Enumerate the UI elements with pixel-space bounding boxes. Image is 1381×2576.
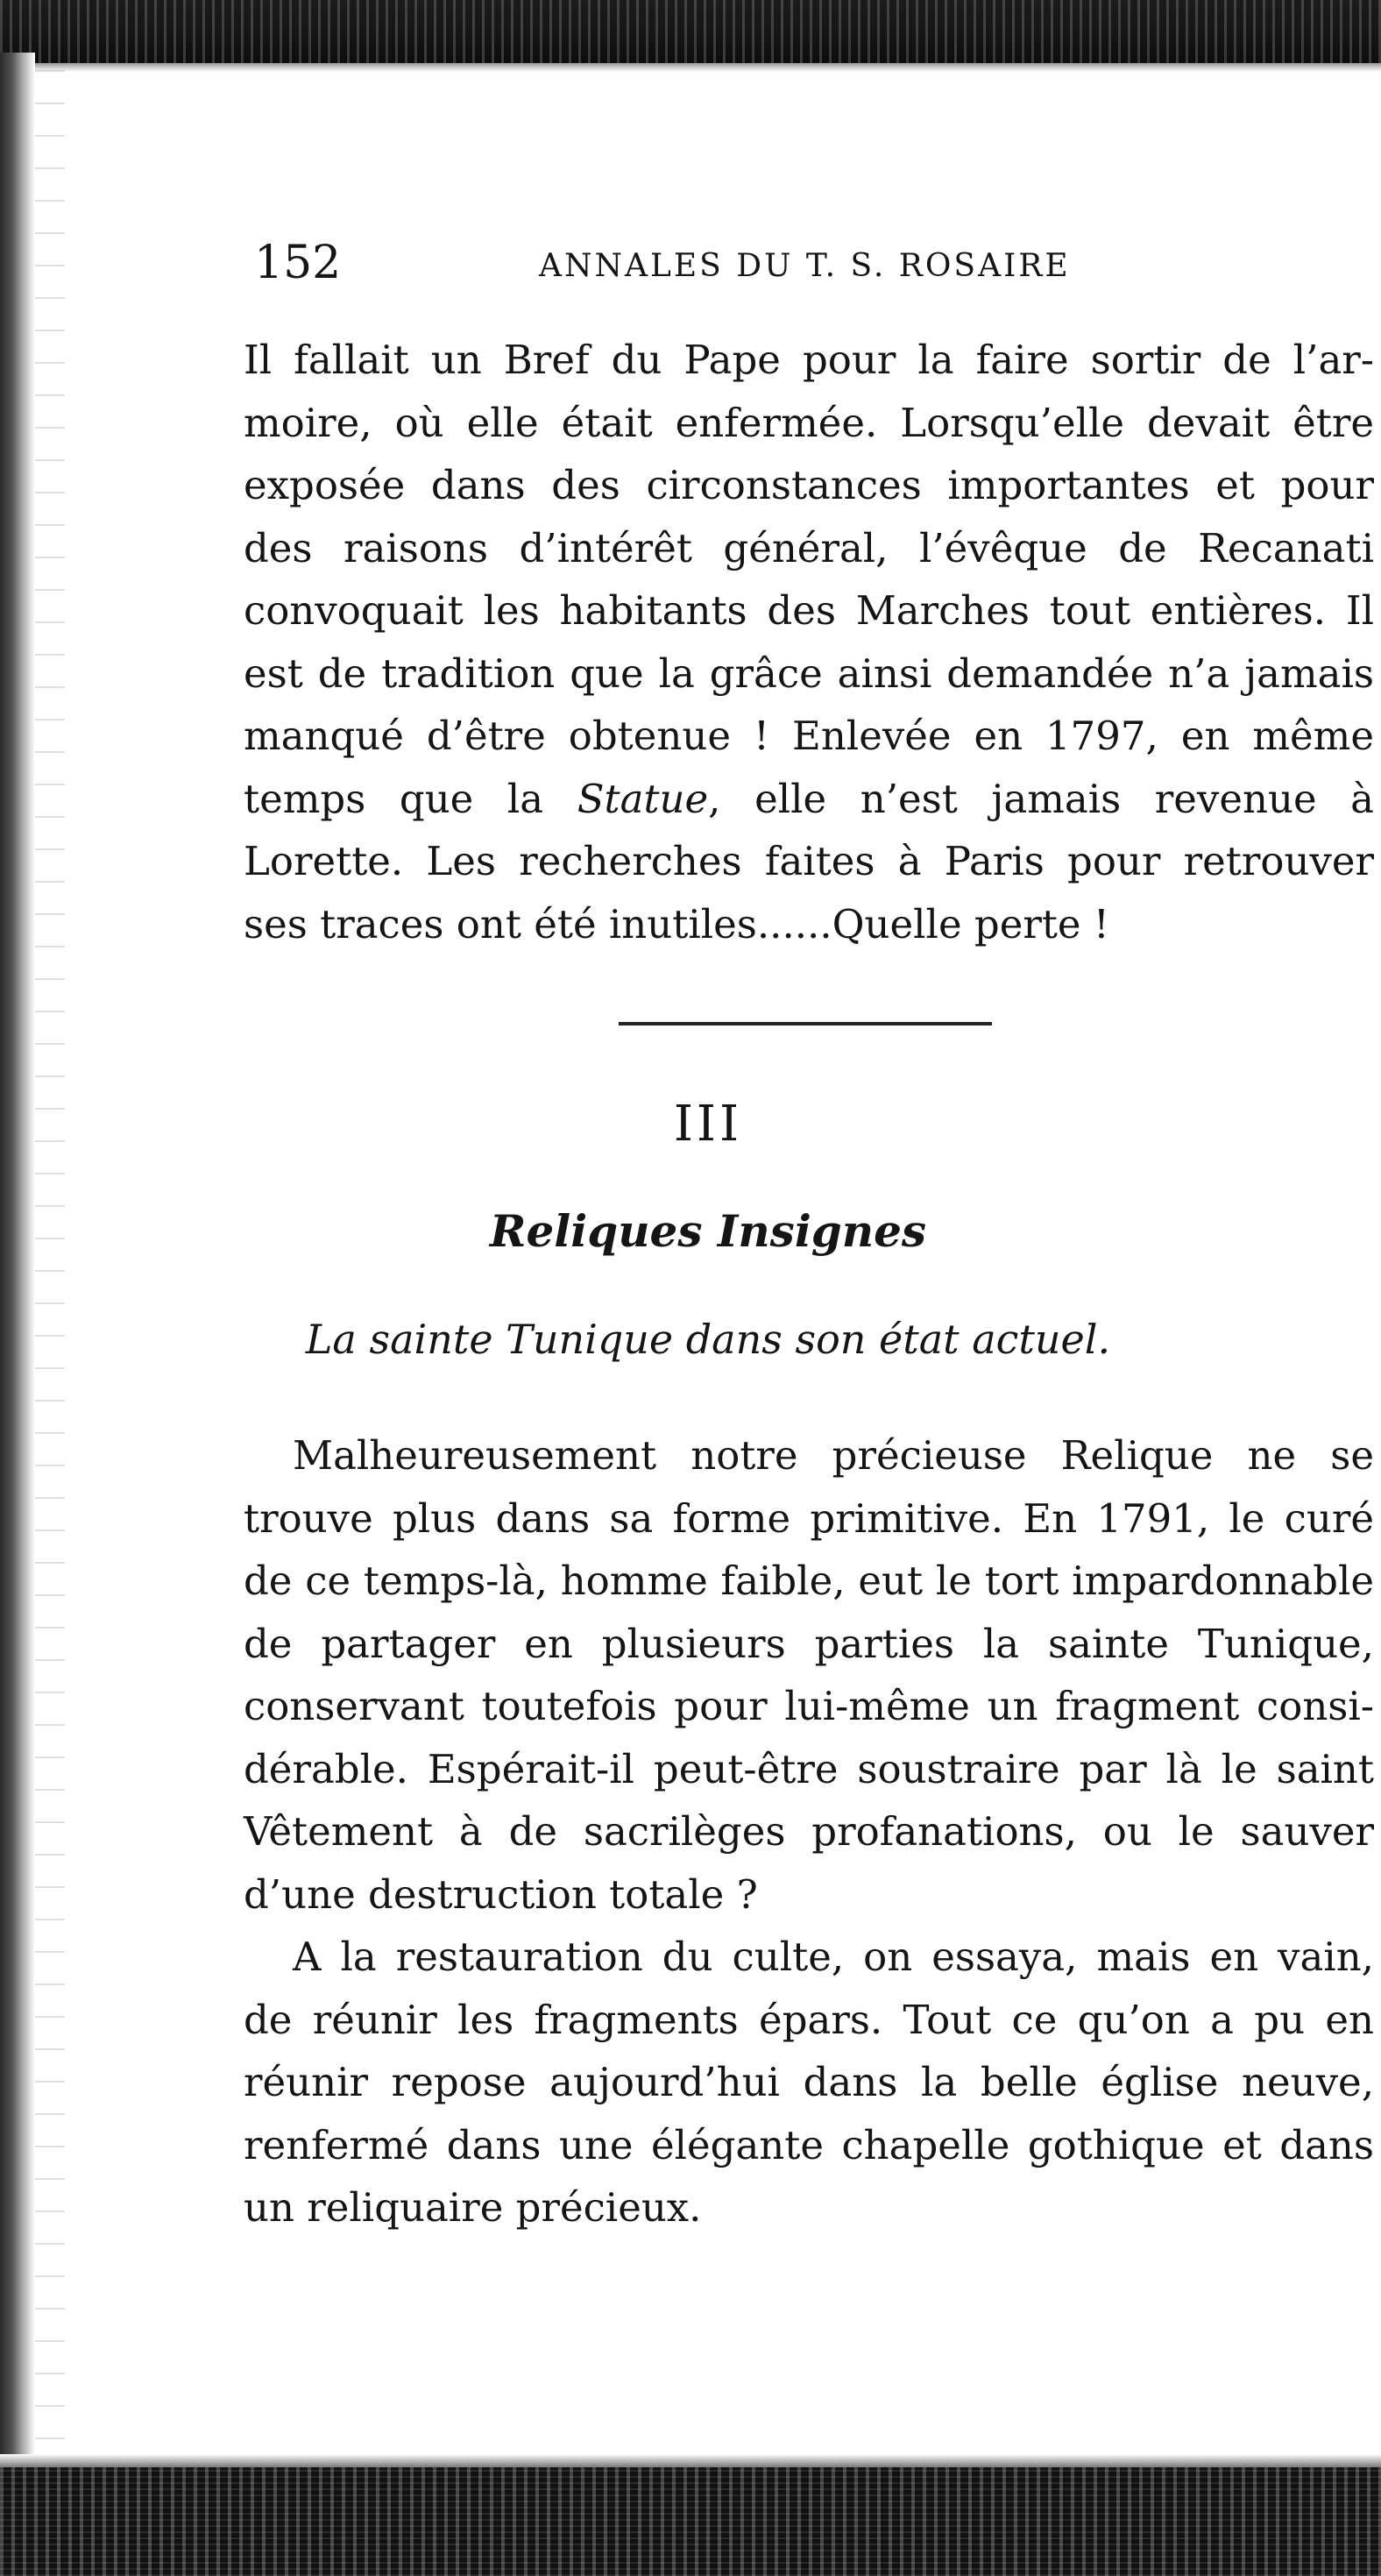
section-subtitle: La sainte Tunique dans son état actuel.	[305, 1316, 1111, 1363]
text-line: est de tradition que la grâce ainsi demandée n’a jamais	[244, 650, 1374, 697]
text-line: d’une destruction totale ?	[244, 1871, 758, 1918]
scan-border-top-fade	[0, 63, 1381, 72]
scan-border-top	[0, 0, 1381, 63]
page-number: 152	[254, 237, 342, 289]
scan-border-bottom	[0, 2467, 1381, 2576]
text-line: A la restauration du culte, on essaya, mais en vain,	[293, 1934, 1374, 1980]
section-number: III	[673, 1096, 743, 1153]
text-line: Il fallait un Bref du Pape pour la faire sortir de l’ar-	[244, 337, 1374, 383]
text-line: trouve plus dans sa forme primitive. En 1791, le curé	[244, 1495, 1374, 1542]
page-header	[254, 232, 1367, 294]
text-line: manqué d’être obtenue ! Enlevée en 1797, en même	[244, 713, 1374, 759]
text-line: réunir repose aujourd’hui dans la belle église neuve,	[244, 2059, 1374, 2105]
text-line: un reliquaire précieux.	[244, 2184, 702, 2231]
text-line: renfermé dans une élégante chapelle gothique et dans	[244, 2122, 1374, 2168]
text-line: de ce temps-là, homme faible, eut le tort impardonnable	[244, 1558, 1374, 1604]
italic-word-statue: Statue	[577, 776, 709, 822]
text-line: conservant toutefois pour lui-même un fragment consi-	[244, 1683, 1374, 1729]
text-line: de partager en plusieurs parties la sainte Tunique,	[244, 1621, 1374, 1667]
text-segment: temps que la	[244, 776, 577, 822]
text-line: exposée dans des circonstances importantes et pour	[244, 462, 1374, 508]
scan-noise-left	[35, 70, 65, 2472]
text-line: Vêtement à de sacrilèges profanations, ou le sauver	[244, 1808, 1374, 1855]
section-title: Reliques Insignes	[489, 1205, 927, 1257]
scan-border-left	[0, 53, 35, 2480]
text-line: Malheureusement notre précieuse Relique ne se	[293, 1432, 1374, 1479]
text-line: dérable. Espérait-il peut-être soustraire par là le saint	[244, 1746, 1374, 1792]
running-title: ANNALES DU T. S. ROSAIRE	[539, 248, 1071, 284]
text-line: ses traces ont été inutiles......Quelle perte !	[244, 901, 1109, 947]
scan-border-bottom-fade	[0, 2454, 1381, 2467]
text-line: moire, où elle était enfermée. Lorsqu’elle devait être	[244, 400, 1374, 446]
text-line: Lorette. Les recherches faites à Paris pour retrouver	[244, 838, 1374, 884]
text-line-with-italic	[244, 772, 1374, 827]
section-divider	[619, 1022, 992, 1025]
text-segment: , elle n’est jamais revenue à	[708, 776, 1374, 822]
text-line: convoquait les habitants des Marches tout entières. Il	[244, 587, 1374, 634]
text-line: des raisons d’intérêt général, l’évêque de Recanati	[244, 525, 1374, 571]
text-line: de réunir les fragments épars. Tout ce qu’on a pu en	[244, 1997, 1374, 2043]
